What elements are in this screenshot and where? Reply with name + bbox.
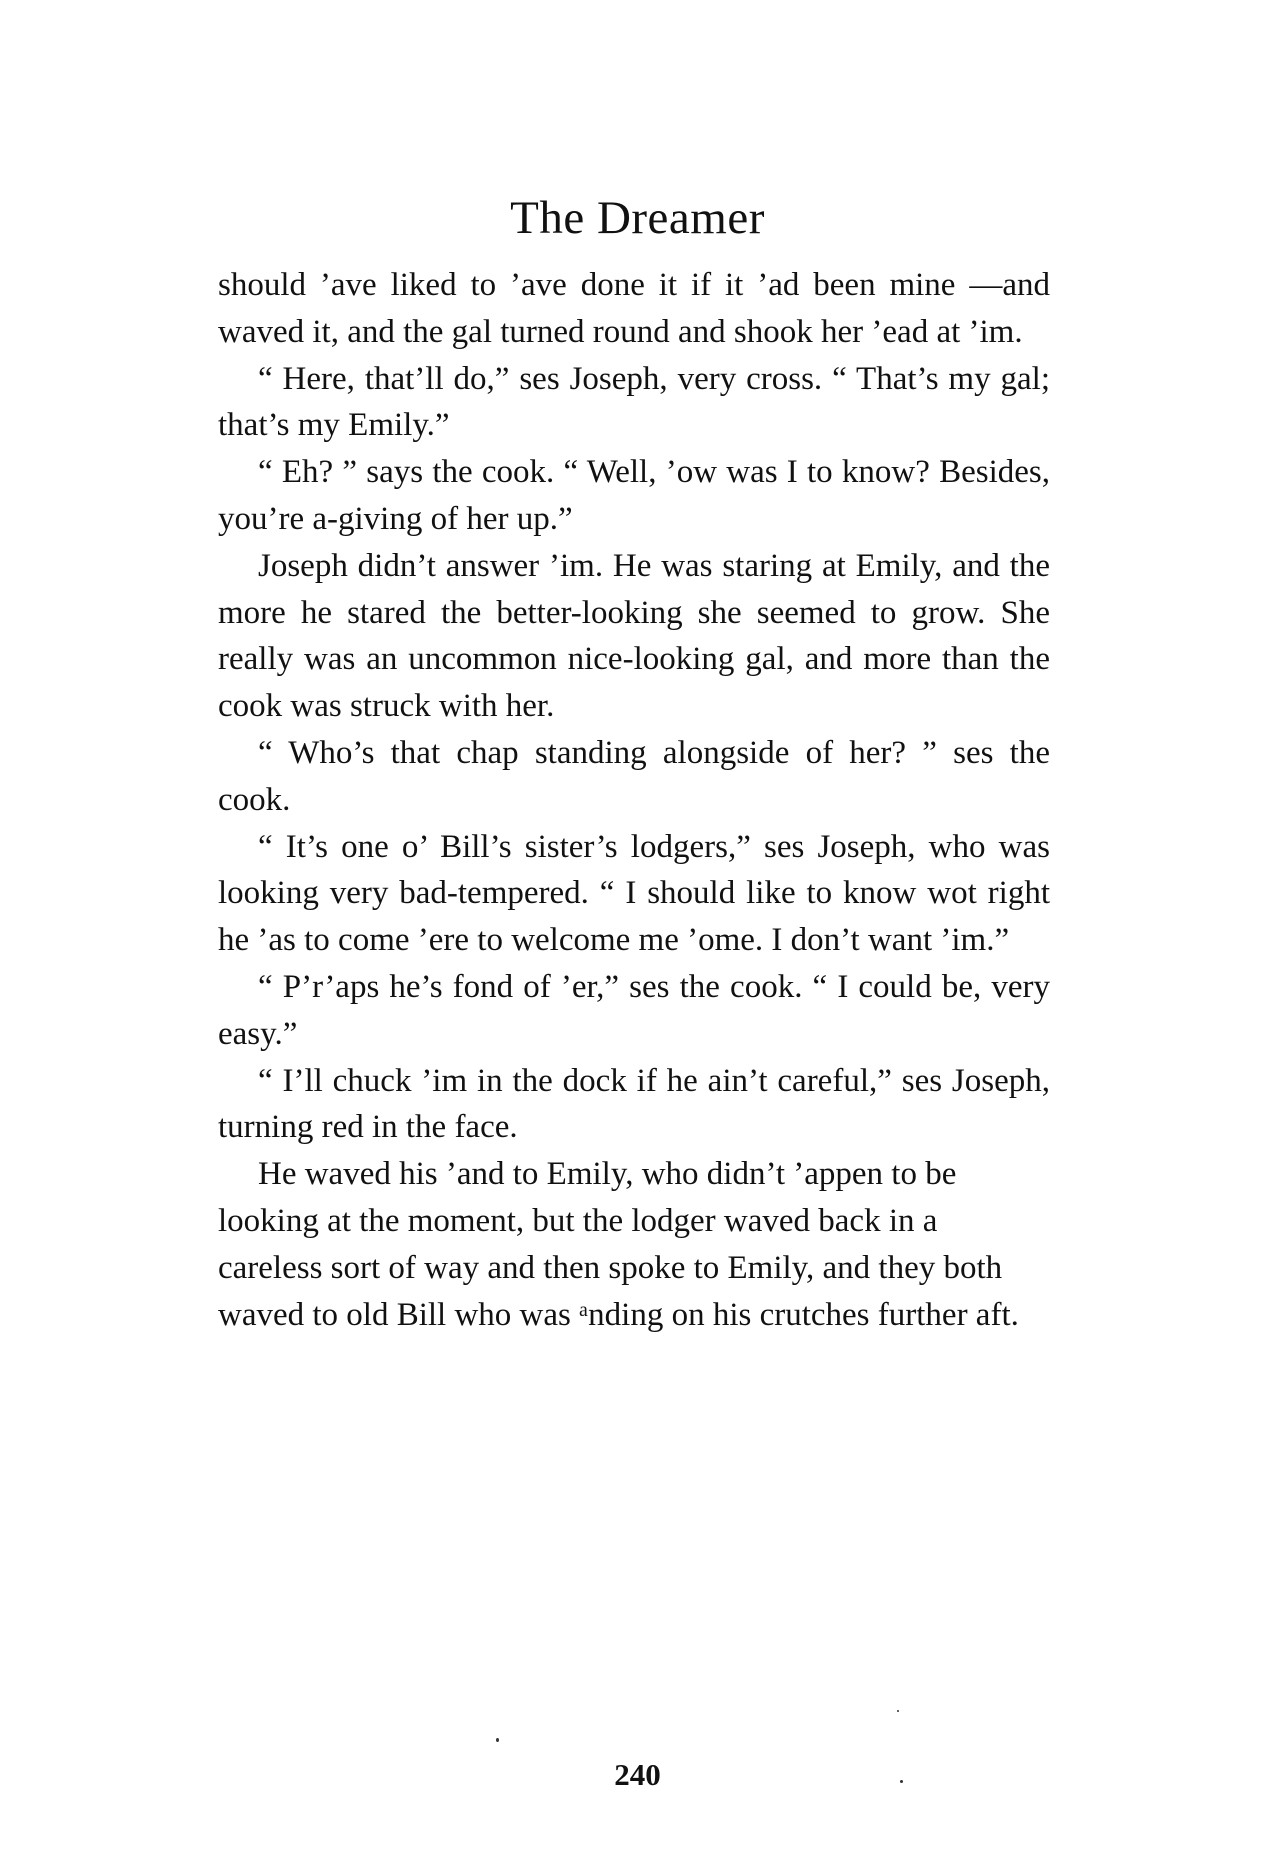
running-header: The Dreamer [510, 192, 765, 244]
paragraph-1: should ’ave liked to ’ave done it if it ’ad been mine —and waved it, and the gal turned round and shook her ’ead at ’im. [218, 267, 1050, 350]
scan-speck [900, 1780, 903, 1783]
scan-speck [897, 1710, 899, 1712]
paragraph-3: “ Eh? ” says the cook. “ Well, ’ow was I to know? Besides, you’re a-giving of her up.” [218, 454, 1050, 537]
scan-speck [496, 1738, 499, 1742]
paragraph-8: “ I’ll chuck ’im in the dock if he ain’t careful,” ses Joseph, turning red in the face. [218, 1062, 1050, 1146]
paragraph-2: “ Here, that’ll do,” ses Joseph, very cross. “ That’s my gal; that’s my Emily.” [218, 360, 1050, 444]
page-number: 240 [614, 1757, 661, 1792]
paragraph-4: Joseph didn’t answer ’im. He was staring at Emily, and the more he stared the better-looking she seemed to grow. She really was an uncommon nice-looking gal, and more than the cook was struck with her. [218, 547, 1050, 725]
paragraph-7: “ P’r’aps he’s fond of ’er,” ses the cook. “ I could be, very easy.” [218, 968, 1050, 1052]
paragraph-5: “ Who’s that chap standing alongside of her? ” ses the cook. [218, 734, 1050, 818]
body-text [218, 262, 1050, 1338]
paragraph-9: He waved his ’and to Emily, who didn’t ’appen to be looking at the moment, but the lodger waved back in a careless sort of way and then spoke to Emily, and they both waved to old Bill who was ᵃnding on his crutches further aft. [218, 1156, 1019, 1333]
paragraph-6: “ It’s one o’ Bill’s sister’s lodgers,” ses Joseph, who was looking very bad-tempered. “ I should like to know wot right he ’as to come ’ere to welcome me ’ome. I don’t want ’im.” [218, 828, 1050, 959]
